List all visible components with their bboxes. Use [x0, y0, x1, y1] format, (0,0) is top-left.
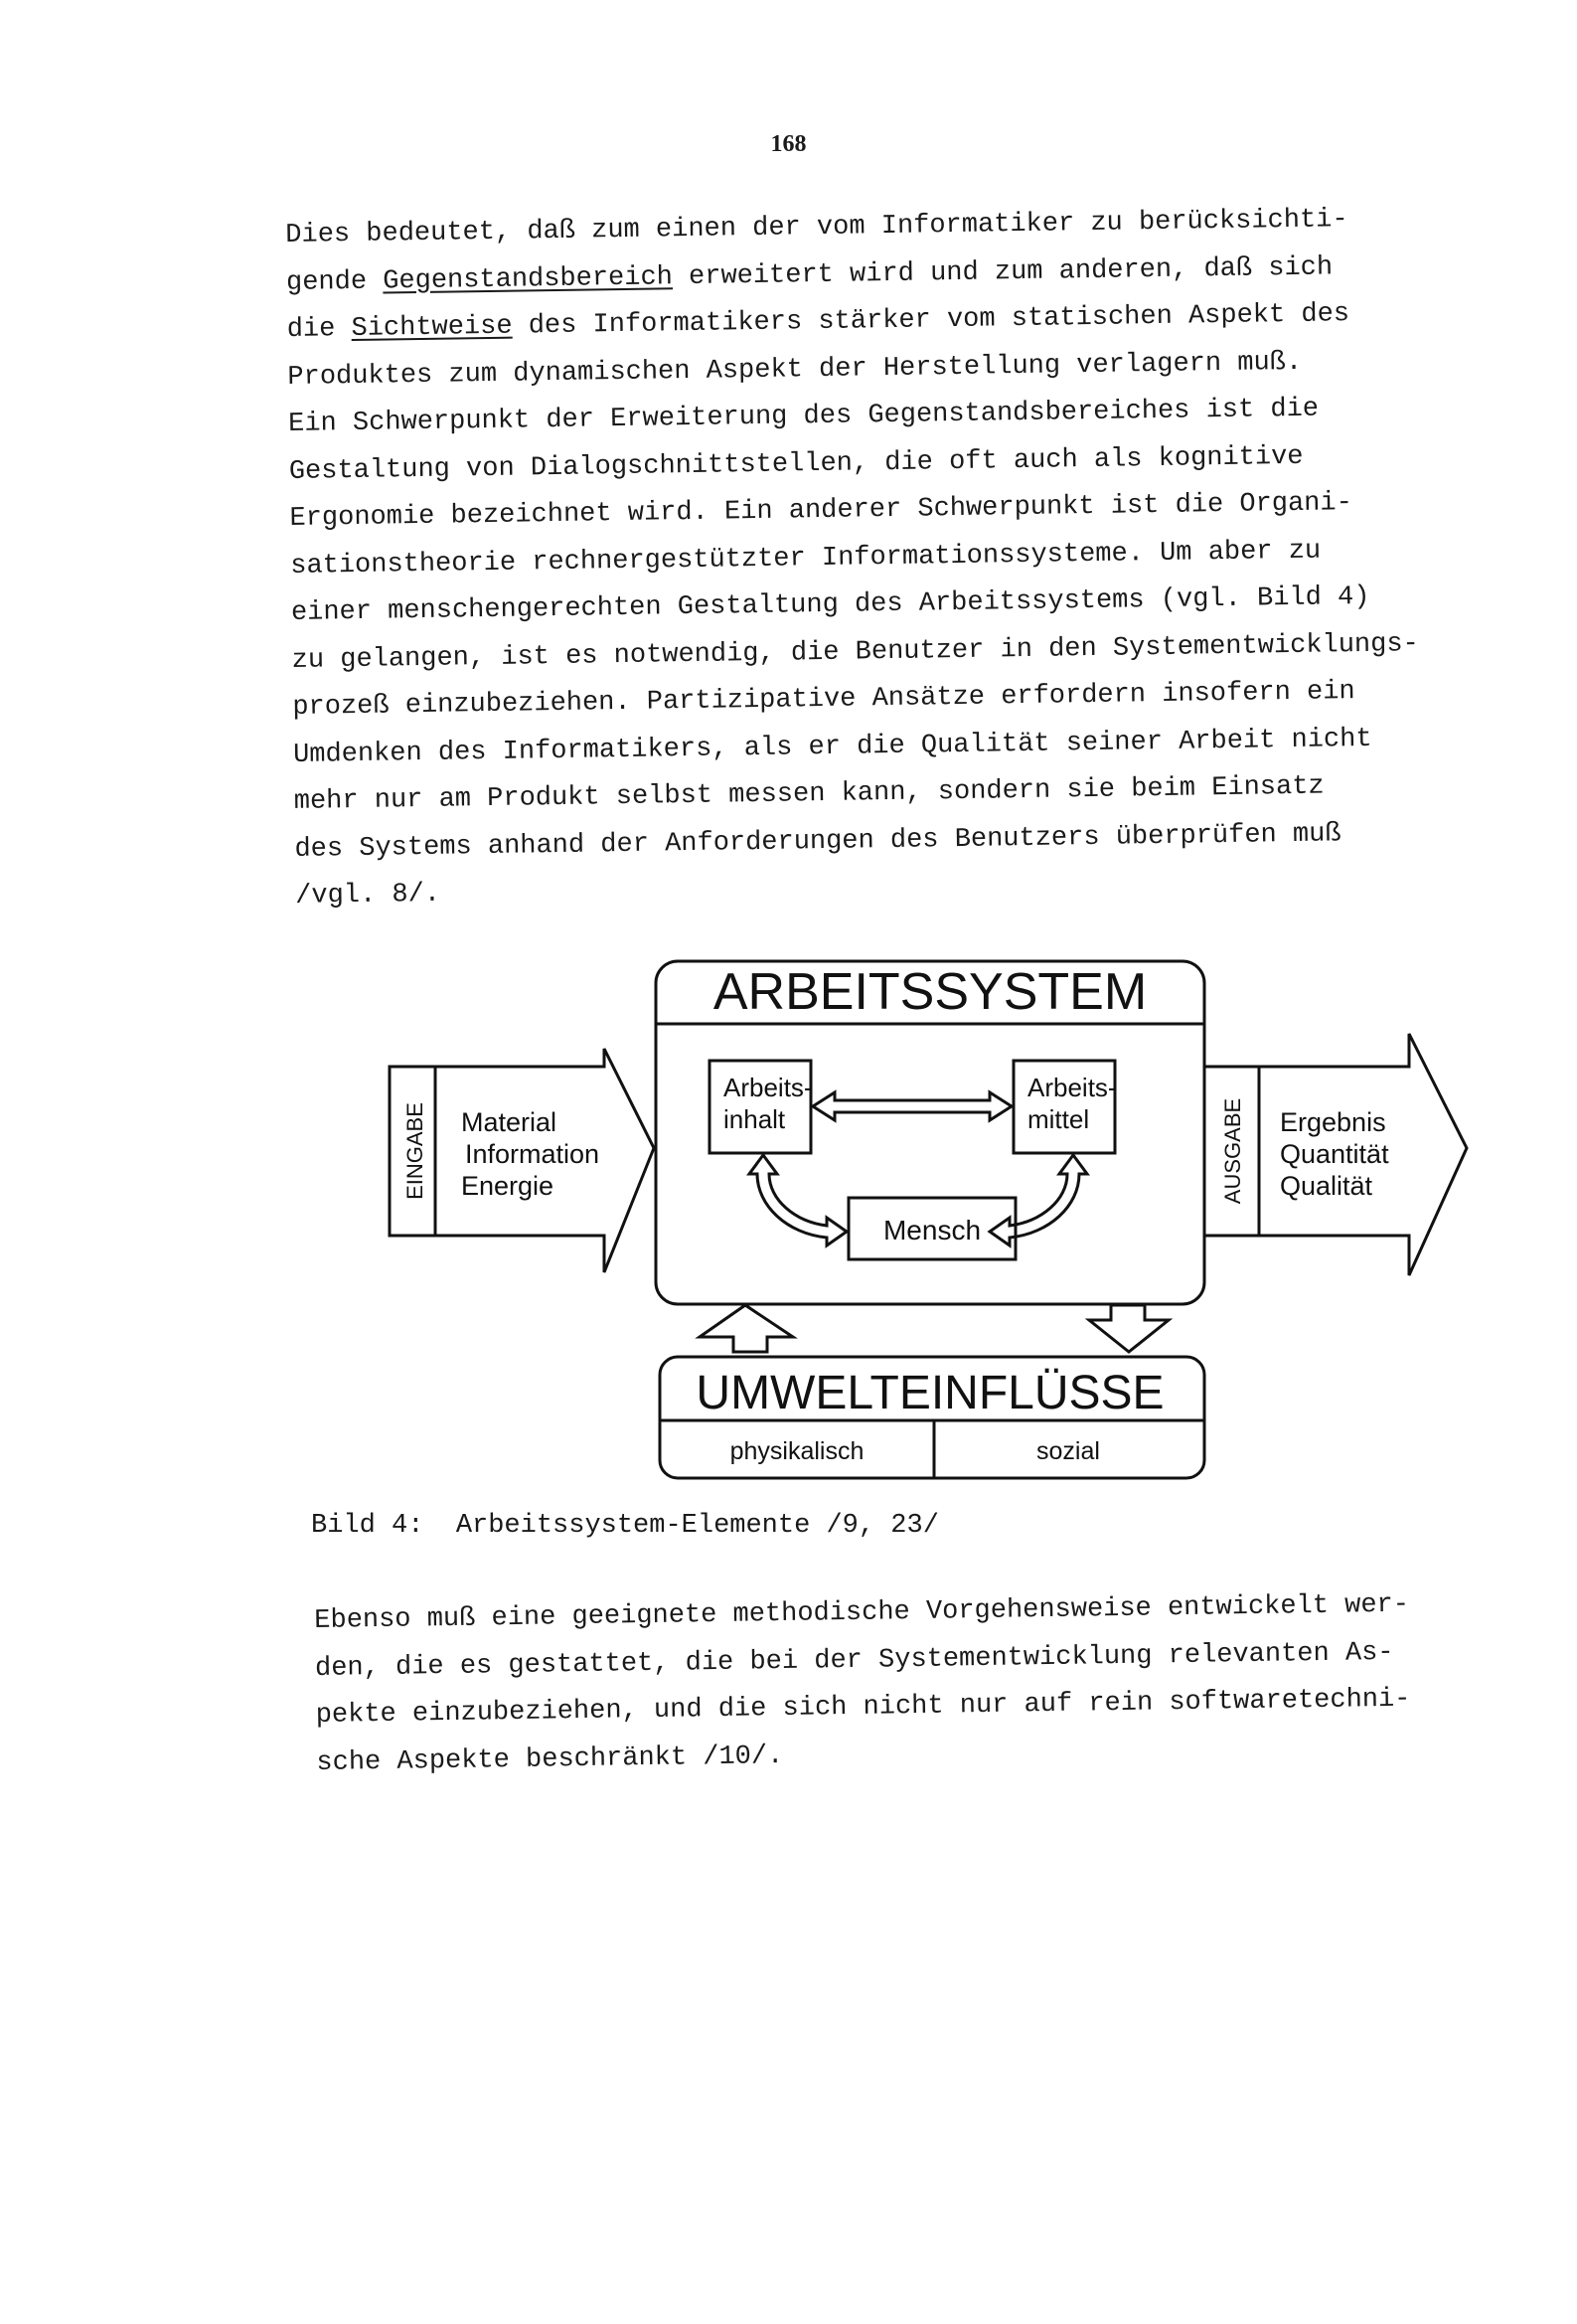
text-line: mehr nur am Produkt selbst messen kann, sondern sie beim Einsatz [293, 771, 1325, 817]
text-line: sche Aspekte beschränkt /10/. [316, 1741, 784, 1778]
output-item-quantitaet: Quantität [1280, 1139, 1389, 1169]
inhalt-mittel-double-arrow-icon [813, 1092, 1012, 1120]
text-line: des Systems anhand der Anforderungen des Benutzers überprüfen muß [294, 818, 1341, 865]
text-line: Ergonomie bezeichnet wird. Ein anderer Schwerpunkt ist die Organi- [289, 488, 1353, 534]
input-item-information: Information [465, 1139, 600, 1169]
text-line: Ein Schwerpunkt der Erweiterung des Gegenstandsbereiches ist die [287, 394, 1320, 439]
arbeitssystem-diagram [378, 949, 1481, 1486]
input-item-energie: Energie [461, 1171, 554, 1201]
inhalt-mensch-curved-arrow-icon [749, 1155, 847, 1245]
input-item-material: Material [461, 1107, 557, 1137]
output-item-qualitaet: Qualität [1280, 1171, 1373, 1201]
text-line: die Sichtweise des Informatikers stärker vom statischen Aspekt des [286, 299, 1350, 345]
text-line: sationstheorie rechnergestützter Informationssysteme. Um aber zu [290, 536, 1322, 581]
text-line: Gestaltung von Dialogschnittstellen, die oft auch als kognitive [288, 441, 1304, 487]
text-line: Ebenso muß eine geeignete methodische Vorgehensweise entwickelt wer- [314, 1589, 1410, 1636]
page-number: 168 [770, 131, 807, 157]
text-line: gende Gegenstandsbereich erweitert wird und zum anderen, daß sich [285, 251, 1334, 298]
environment-title: UMWELTEINFLÜSSE [696, 1367, 1165, 1419]
arbeitsmittel-line1: Arbeits- [1027, 1073, 1117, 1102]
text-line: pekte einzubeziehen, und die sich nicht nur auf rein softwaretechni- [315, 1684, 1411, 1731]
body-paragraph-2 [314, 1582, 1411, 1787]
text-line: einer menschengerechten Gestaltung des Arbeitssystems (vgl. Bild 4) [290, 581, 1370, 628]
arbeitsinhalt-line2: inhalt [723, 1104, 786, 1134]
arbeitsinhalt-line1: Arbeits- [723, 1073, 813, 1102]
underlined-term: Sichtweise [351, 311, 513, 345]
arbeitsmittel-line2: mittel [1027, 1104, 1090, 1134]
text-line: Produktes zum dynamischen Aspekt der Herstellung verlagern muß. [287, 347, 1303, 393]
text-line: zu gelangen, ist es notwendig, die Benutzer in den Systementwicklungs- [291, 628, 1419, 676]
text-line: den, die es gestattet, die bei der Systementwicklung relevanten As- [314, 1637, 1394, 1684]
text-line: prozeß einzubeziehen. Partizipative Ansätze erfordern insofern ein [292, 677, 1355, 723]
text-line: /vgl. 8/. [294, 879, 441, 912]
environment-down-arrow-icon [1089, 1305, 1169, 1352]
diagram-title: ARBEITSSYSTEM [712, 963, 1148, 1021]
input-label: EINGABE [402, 1102, 427, 1200]
environment-sozial: sozial [1036, 1437, 1100, 1465]
output-item-ergebnis: Ergebnis [1280, 1107, 1386, 1137]
mensch-label: Mensch [882, 1215, 982, 1245]
figure-caption: Bild 4: Arbeitssystem-Elemente /9, 23/ [311, 1511, 939, 1541]
environment-up-arrow-icon [700, 1305, 793, 1352]
underlined-term: Gegenstandsbereich [383, 261, 674, 297]
text-line: Dies bedeutet, daß zum einen der vom Informatiker zu berücksichti- [285, 205, 1348, 250]
text-line: Umdenken des Informatikers, als er die Qualität seiner Arbeit nicht [292, 724, 1372, 770]
environment-physikalisch: physikalisch [729, 1437, 865, 1465]
output-label: AUSGABE [1220, 1097, 1245, 1205]
body-paragraph-1 [285, 196, 1423, 920]
